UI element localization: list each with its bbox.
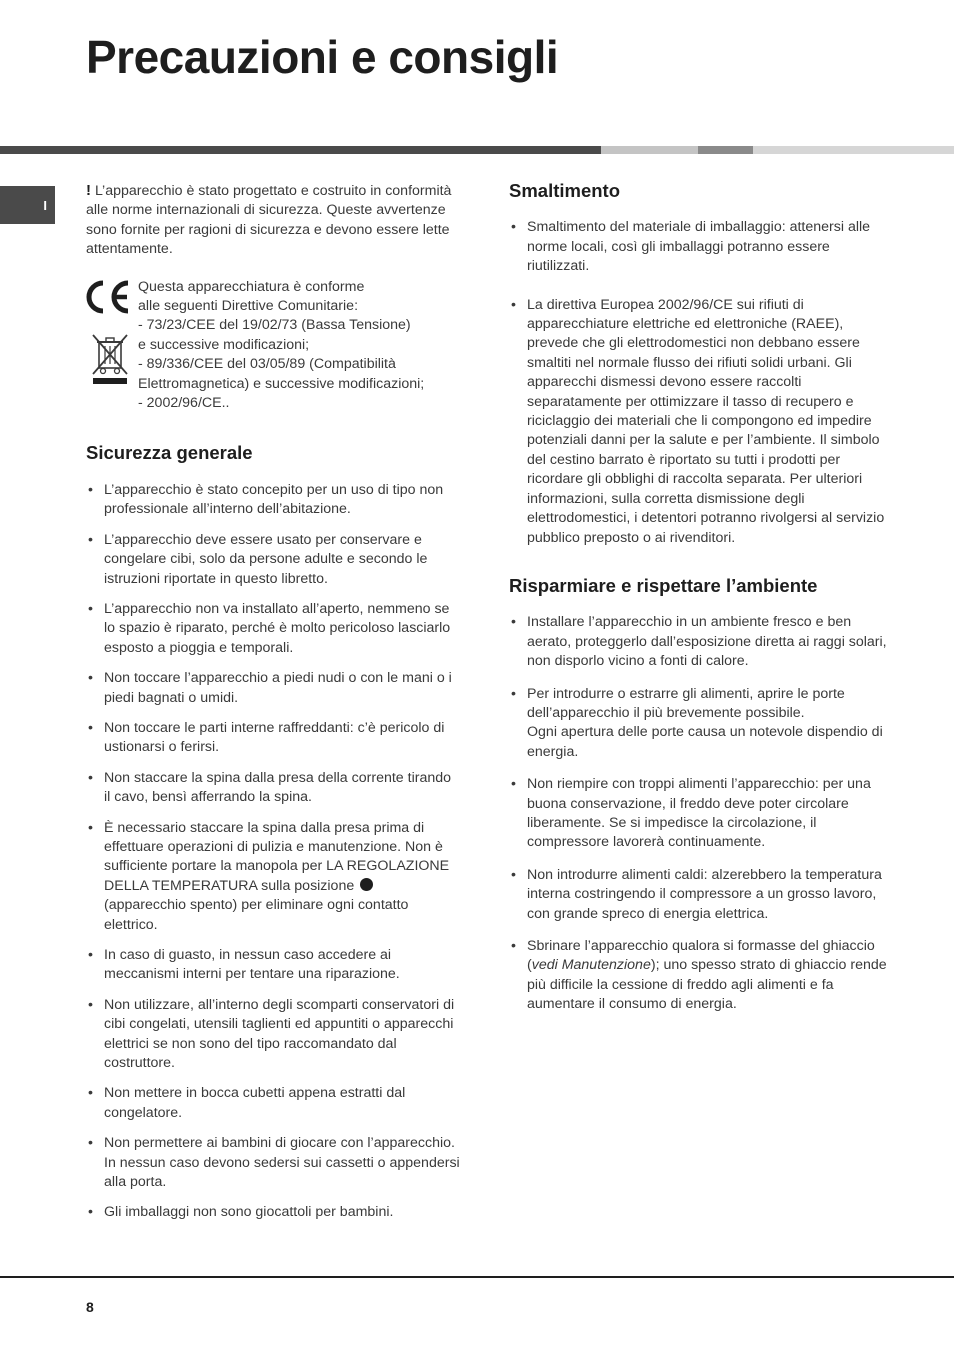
header-bar-light xyxy=(601,146,698,154)
list-item: • Non staccare la spina dalla presa della corrente tirando il cavo, bensì afferrando la spina. xyxy=(86,769,461,808)
list-item: • L’apparecchio è stato concepito per un uso di tipo non professionale all’interno dell’abitazione. xyxy=(86,481,461,520)
cert-line: Questa apparecchiatura è conforme xyxy=(138,278,365,295)
language-tab: I xyxy=(0,186,55,224)
list-item: • Smaltimento del materiale di imballaggio: attenersi alle norme locali, così gli imballaggi potranno essere riutilizzati. xyxy=(509,218,894,276)
section-heading-safety: Sicurezza generale xyxy=(86,442,253,464)
list-item xyxy=(509,685,894,763)
ce-mark-icon xyxy=(82,278,132,316)
safety-list xyxy=(86,481,461,1223)
section-heading-disposal: Smaltimento xyxy=(509,180,621,201)
list-item: • Non introdurre alimenti caldi: alzerebbero la temperatura interna costringendo il compressore a un grosso lavoro, con grande spreco di energia elettrica. xyxy=(509,866,894,924)
cert-line: - 73/23/CEE del 19/02/73 (Bassa Tensione) xyxy=(138,317,411,334)
cert-line: - 89/336/CEE del 03/05/89 (Compatibilità xyxy=(138,356,396,373)
list-item: • Non utilizzare, all’interno degli scomparti conservatori di cibi congelati, utensili taglienti ed appuntiti o apparecchi elettrici se non sono del tipo raccomandato dal costruttore. xyxy=(86,996,461,1074)
page-number: 8 xyxy=(86,1299,94,1315)
list-item: • Non permettere ai bambini di giocare con l’apparecchio. In nessun caso devono sedersi sui cassetti o appendersi alla porta. xyxy=(86,1134,461,1192)
list-item-text: È necessario staccare la spina dalla presa prima di effettuare operazioni di pulizia e manutenzione. Non è sufficiente portare la manopola per LA REGOLAZIONE DELLA TEMPERATURA sulla posizione xyxy=(104,819,450,894)
list-item: • Gli imballaggi non sono giocattoli per bambini. xyxy=(86,1203,461,1222)
list-item-text: Per introdurre o estrarre gli alimenti, aprire le porte dell’apparecchio il più brevemente possibile. xyxy=(527,685,845,721)
list-item: • Non toccare l’apparecchio a piedi nudi o con le mani o i piedi bagnati o umidi. xyxy=(86,669,461,708)
list-item: • L’apparecchio deve essere usato per conservare e congelare cibi, solo da persone adulte e secondo le istruzioni riportate in questo libretto. xyxy=(86,531,461,589)
header-bar-light-end xyxy=(753,146,954,154)
cert-line: Elettromagnetica) e successive modificazioni; xyxy=(138,375,425,392)
off-position-icon xyxy=(360,878,373,891)
list-item xyxy=(509,937,894,1015)
weee-crossed-bin-icon xyxy=(90,332,130,386)
list-item-text: Sbrinare l’apparecchio qualora si formasse del ghiaccio ( xyxy=(527,938,875,974)
footer-rule xyxy=(0,1276,954,1278)
list-item-text: Ogni apertura delle porte causa un notevole dispendio di energia. xyxy=(527,724,883,760)
section-heading-environment: Risparmiare e rispettare l’ambiente xyxy=(509,574,818,596)
header-bar-dark xyxy=(0,146,601,154)
list-item: • L’apparecchio non va installato all’aperto, nemmeno se lo spazio è riparato, perché è molto pericoloso lasciarlo esposto a pioggia e temporali. xyxy=(86,600,461,658)
page-title: Precauzioni e consigli xyxy=(86,31,559,83)
list-item-text: ); uno spesso strato di ghiaccio rende più difficile la cessione di freddo agli alimenti e fa aumentare il consumo di energia. xyxy=(527,957,887,1013)
list-item xyxy=(86,819,461,935)
cert-line: alle seguenti Direttive Comunitarie: xyxy=(138,298,359,315)
disposal-list xyxy=(509,218,894,548)
list-item: • Installare l’apparecchio in un ambiente fresco e ben aerato, proteggerlo dall’esposizione diretta ai raggi solari, non disporlo vicino a fonti di calore. xyxy=(509,613,894,671)
list-item: • La direttiva Europea 2002/96/CE sui rifiuti di apparecchiature elettriche ed elettroniche (RAEE), prevede che gli elettrodomestici non debbano essere smaltiti nel normale flusso dei rifiuti solidi urbani. Gli apparecchi dismessi devono essere raccolti separatamente per ottimizzare il tasso di recupero e riciclaggio dei materiali che li compongono ed impedire potenziali danni per la salute e per l’ambiente. Il simbolo del cestino barrato è riportato su tutti i prodotti per ricordare gli obblighi di raccolta separata. Per ulteriori informazioni, sulla corretta dismissione degli elettrodomestici, i detentori potranno rivolgersi al servizio pubblico preposto o ai rivenditori. xyxy=(509,296,894,548)
list-item: • Non toccare le parti interne raffreddanti: c’è pericolo di ustionarsi o ferirsi. xyxy=(86,719,461,758)
cert-line: - 2002/96/CE.. xyxy=(138,395,230,412)
list-item-text: (apparecchio spento) per eliminare ogni contatto elettrico. xyxy=(104,897,409,933)
list-item: • Non mettere in bocca cubetti appena estratti dal congelatore. xyxy=(86,1084,461,1123)
warning-mark: ! xyxy=(86,182,91,199)
list-item: • In caso di guasto, in nessun caso accedere ai meccanismi interni per tentare una riparazione. xyxy=(86,946,461,985)
cert-line: e successive modificazioni; xyxy=(138,336,310,353)
left-column xyxy=(86,181,461,1234)
certification-block xyxy=(86,278,461,414)
intro-text: L’apparecchio è stato progettato e costruito in conformità alle norme internazionali di sicurezza. Queste avvertenze sono fornite per ragioni di sicurezza e devono essere lette attentamente. xyxy=(86,183,452,258)
environment-list xyxy=(509,613,894,1014)
list-item: • Non riempire con troppi alimenti l’apparecchio: per una buona conservazione, il freddo deve poter circolare liberamente. Se si impedisce la circolazione, il compressore lavorerà continuamente. xyxy=(509,775,894,853)
header-bar-mid xyxy=(698,146,753,154)
manual-reference: vedi Manutenzione xyxy=(531,957,651,974)
intro-warning xyxy=(86,181,461,260)
right-column xyxy=(509,181,894,1028)
